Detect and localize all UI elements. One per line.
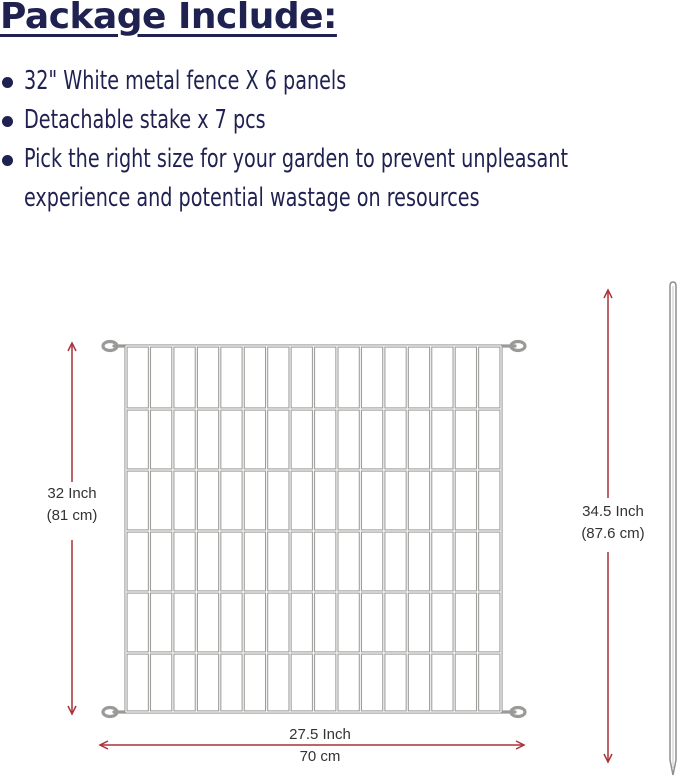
dimension-cm: (81 cm): [46, 507, 98, 524]
dimension-cm: 70 cm: [299, 748, 341, 765]
list-item-text: Detachable stake x 7 pcs: [24, 105, 266, 135]
width-label: [270, 724, 370, 768]
list-item-text: 32" White metal fence X 6 panels: [24, 66, 347, 96]
dimension-inch: 27.5 Inch: [289, 726, 351, 743]
dimension-inch: 34.5 Inch: [582, 503, 644, 520]
dimension-cm: (87.6 cm): [581, 525, 645, 542]
list-item-text: experience and potential wastage on resources: [24, 183, 480, 213]
height-dimension-left: [68, 343, 76, 714]
fence-panel: [103, 342, 525, 717]
height-label-left: [40, 483, 104, 527]
list-item-text: Pick the right size for your garden to prevent unpleasant: [24, 144, 568, 174]
dimension-inch: 32 Inch: [47, 485, 97, 502]
height-label-right: [568, 501, 658, 545]
page-title: Package Include:: [0, 0, 337, 37]
stake: [670, 282, 676, 775]
